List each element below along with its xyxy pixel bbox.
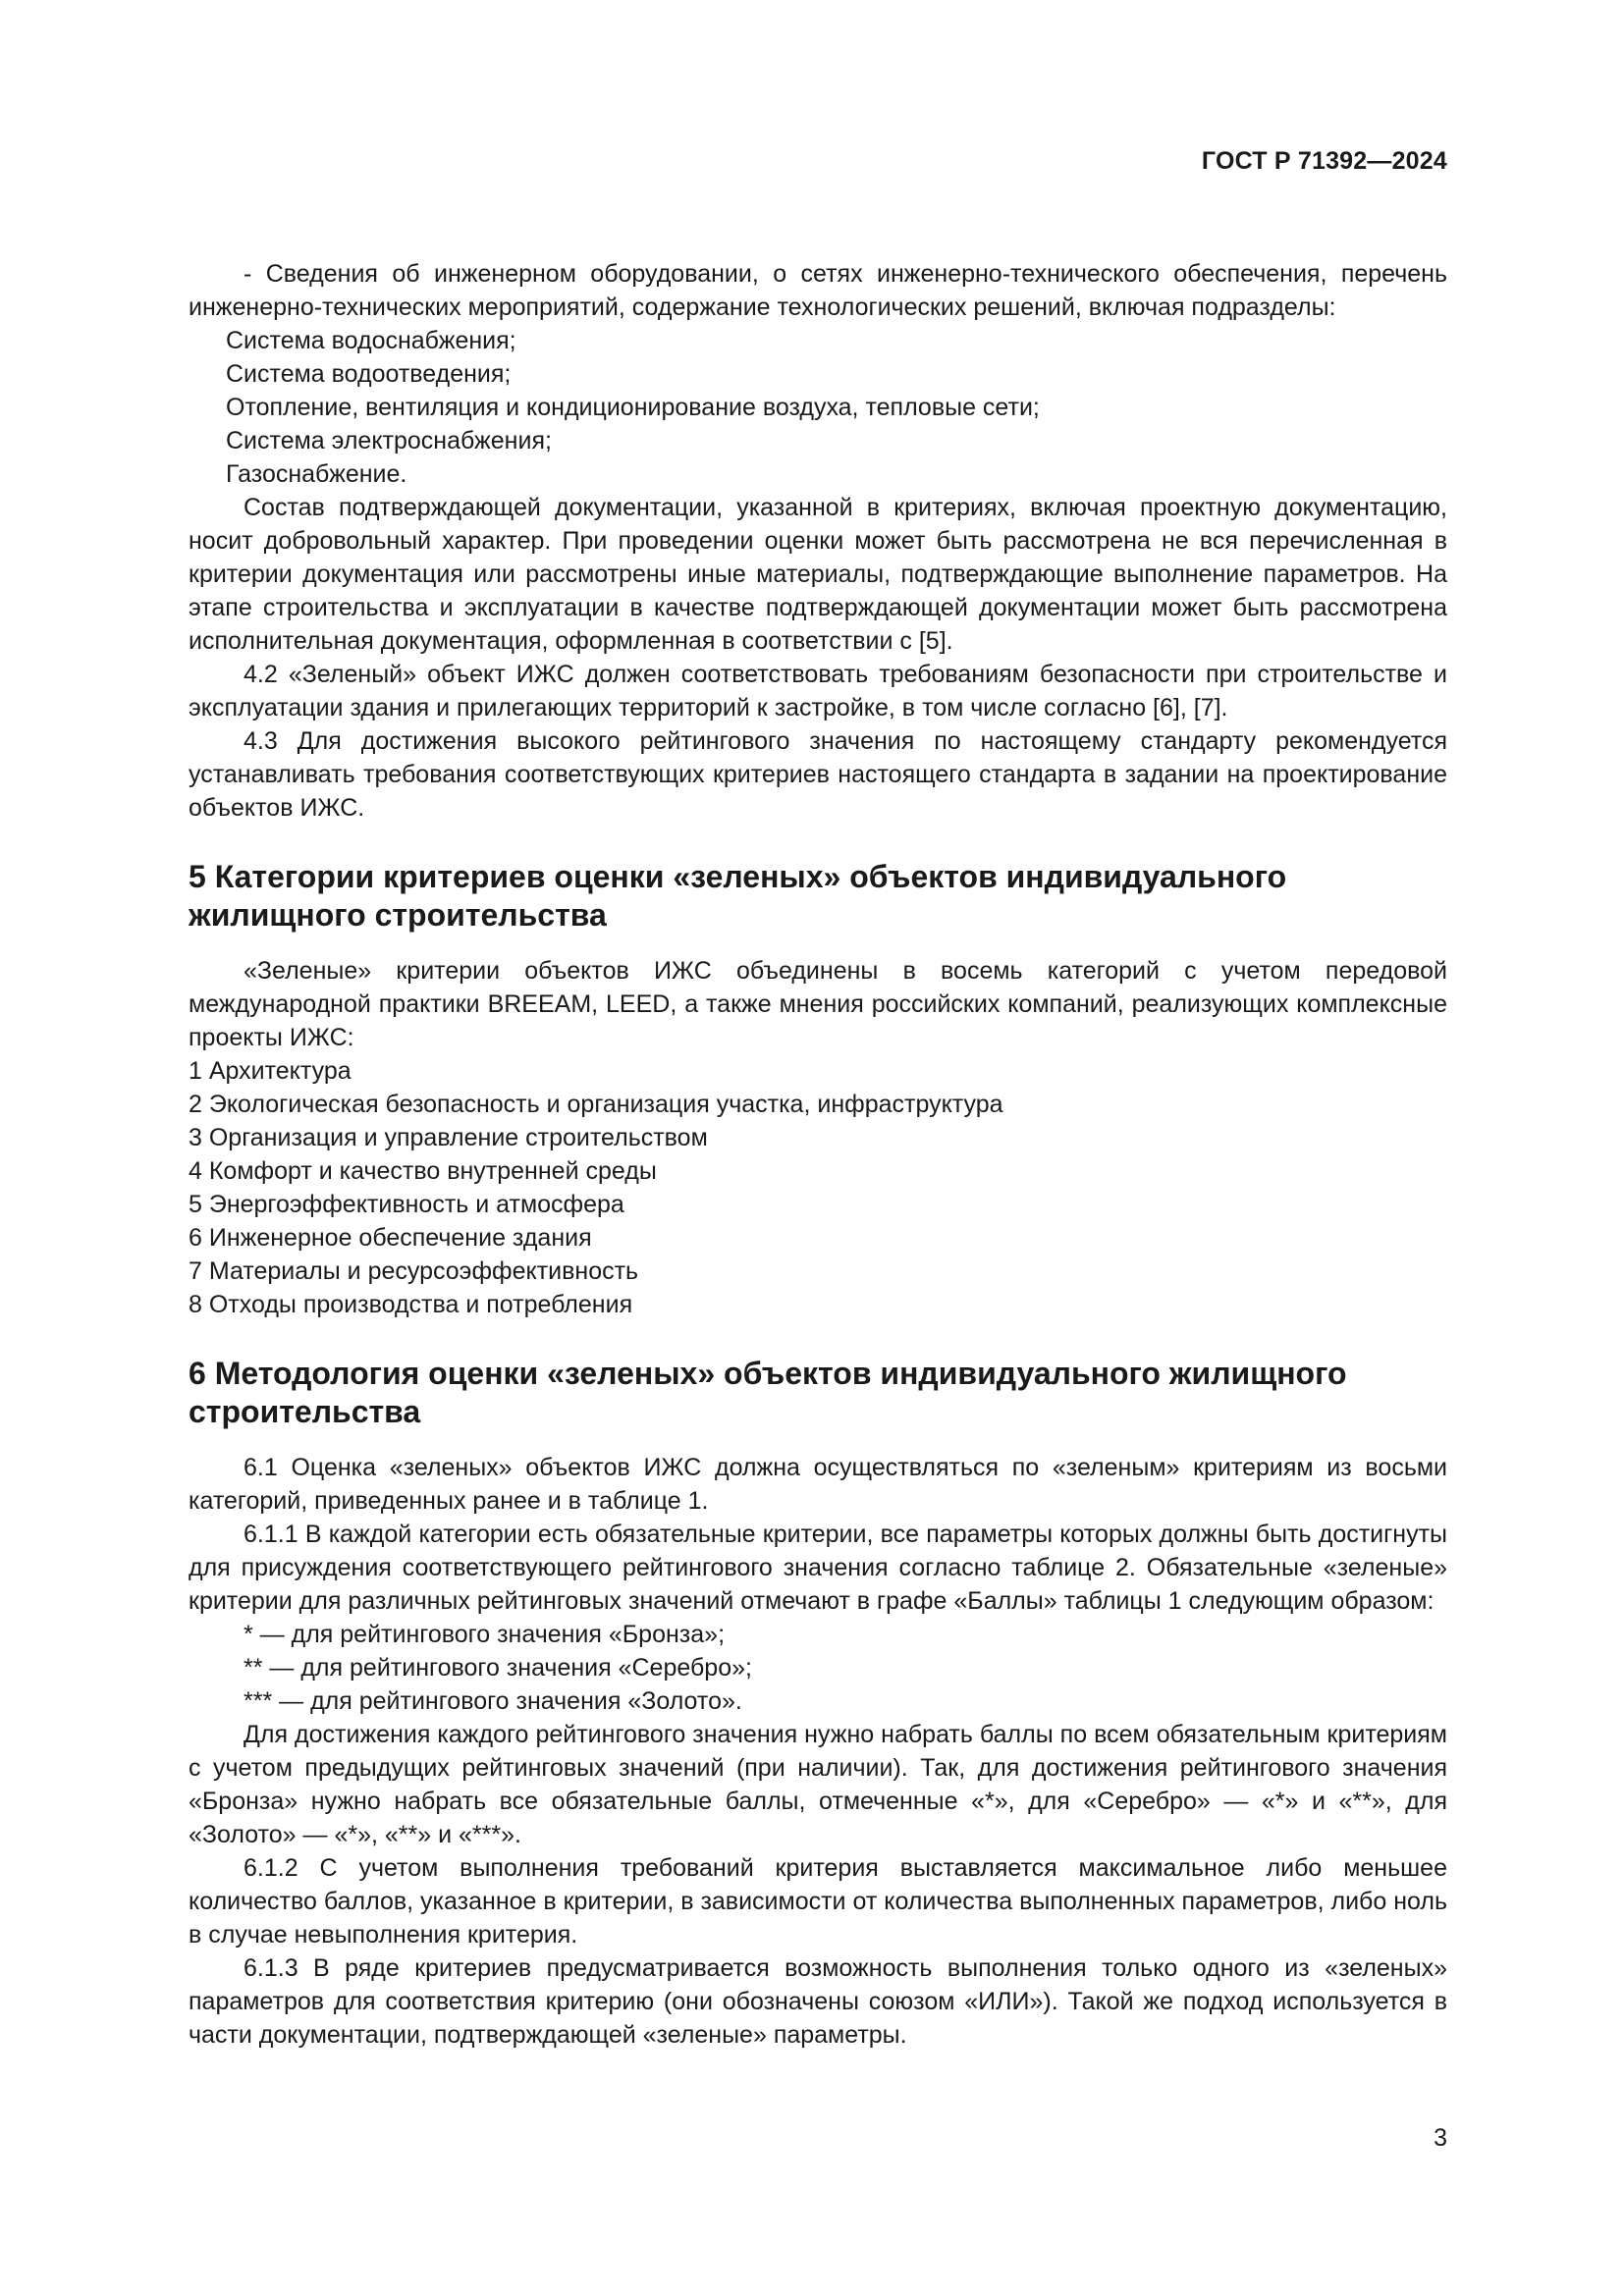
- subitem: Система электроснабжения;: [226, 427, 552, 454]
- intro-subitems: [189, 324, 1447, 491]
- paragraph: 6.1 Оценка «зеленых» объектов ИЖС должна осуществляться по «зеленым» критериям из восьми категорий, приведенных ранее и в таблице 1.: [189, 1454, 1447, 1515]
- section-heading: 5 Категории критериев оценки «зеленых» объектов индивидуального жилищного строительства: [189, 859, 1287, 933]
- list-item: 5 Энергоэффективность и атмосфера: [189, 1191, 624, 1218]
- subitem: Отопление, вентиляция и кондиционирование воздуха, тепловые сети;: [226, 394, 1040, 421]
- mark-item: * — для рейтингового значения «Бронза»;: [244, 1621, 726, 1648]
- subitem: Газоснабжение.: [226, 460, 407, 488]
- paragraph: Состав подтверждающей документации, указанной в критериях, включая проектную документацию, носит добровольный характер. При проведении оценки может быть рассмотрена не вся перечисленная в критерии документация или рассмотрены иные материалы, подтверждающие выполнение параметров. На этапе строительства и эксплуатации в качестве подтверждающей документации может быть рассмотрена исполнительная документация, оформленная в соответствии с [5].: [189, 494, 1447, 655]
- paragraph: 4.3 Для достижения высокого рейтингового значения по настоящему стандарту рекомендуется устанавливать требования соответствующих критериев настоящего стандарта в задании на проектирование объектов ИЖС.: [189, 727, 1447, 822]
- paragraph: 6.1.2 С учетом выполнения требований критерия выставляется максимальное либо меньшее количество баллов, указанное в критерии, в зависимости от количества выполненных параметров, либо ноль в случае невыполнения критерия.: [189, 1854, 1447, 1949]
- intro-item: [189, 224, 1447, 324]
- list-item: 1 Архитектура: [189, 1057, 352, 1085]
- paragraph: «Зеленые» критерии объектов ИЖС объединены в восемь категорий с учетом передовой международной практики BREEAM, LEED, а также мнения российских компаний, реализующих комплексные проекты ИЖС:: [189, 957, 1447, 1051]
- list-item: 3 Организация и управление строительством: [189, 1124, 708, 1151]
- list-item: 2 Экологическая безопасность и организация участка, инфраструктура: [189, 1091, 1003, 1118]
- list-item: 8 Отходы производства и потребления: [189, 1291, 633, 1318]
- page-content: [189, 224, 1447, 2052]
- page-number: 3: [1434, 2124, 1447, 2152]
- paragraph: 4.2 «Зеленый» объект ИЖС должен соответствовать требованиям безопасности при строительстве и эксплуатации здания и прилегающих территорий к застройке, в том числе согласно [6], [7].: [189, 661, 1447, 721]
- subitem: Система водоснабжения;: [226, 327, 516, 354]
- section-heading: 6 Методология оценки «зеленых» объектов индивидуального жилищного строительства: [189, 1356, 1347, 1429]
- paragraph: 6.1.1 В каждой категории есть обязательные критерии, все параметры которых должны быть достигнуты для присуждения соответствующего рейтингового значения согласно таблице 2. Обязательные «зеленые» критерии для различных рейтинговых значений отмечают в графе «Баллы» таблицы 1 следующим образом:: [189, 1521, 1447, 1615]
- mark-item: *** — для рейтингового значения «Золото».: [244, 1687, 742, 1715]
- intro-item-text: - Сведения об инженерном оборудовании, о сетях инженерно-технического обеспечения, перечень инженерно-технических мероприятий, содержание технологических решений, включая подразделы:: [189, 260, 1447, 321]
- paragraph: 6.1.3 В ряде критериев предусматривается возможность выполнения только одного из «зеленых» параметров для соответствия критерию (они обозначены союзом «ИЛИ»). Такой же подход используется в части документации, подтверждающей «зеленые» параметры.: [189, 1954, 1447, 2049]
- mark-item: ** — для рейтингового значения «Серебро»;: [244, 1654, 752, 1682]
- category-list: [189, 1054, 1447, 1321]
- subitem: Система водоотведения;: [226, 360, 512, 388]
- list-item: 6 Инженерное обеспечение здания: [189, 1224, 592, 1252]
- list-item: 4 Комфорт и качество внутренней среды: [189, 1157, 657, 1185]
- list-item: 7 Материалы и ресурсоэффективность: [189, 1257, 639, 1285]
- rating-marks: [189, 1618, 1447, 1718]
- paragraph: Для достижения каждого рейтингового значения нужно набрать баллы по всем обязательным критериям с учетом предыдущих рейтинговых значений (при наличии). Так, для достижения рейтингового значения «Бронза» нужно набрать все обязательные баллы, отмеченные «*», для «Серебро» — «*» и «**», для «Золото» — «*», «**» и «***».: [189, 1721, 1447, 1848]
- page-header: ГОСТ Р 71392—2024: [1201, 147, 1447, 175]
